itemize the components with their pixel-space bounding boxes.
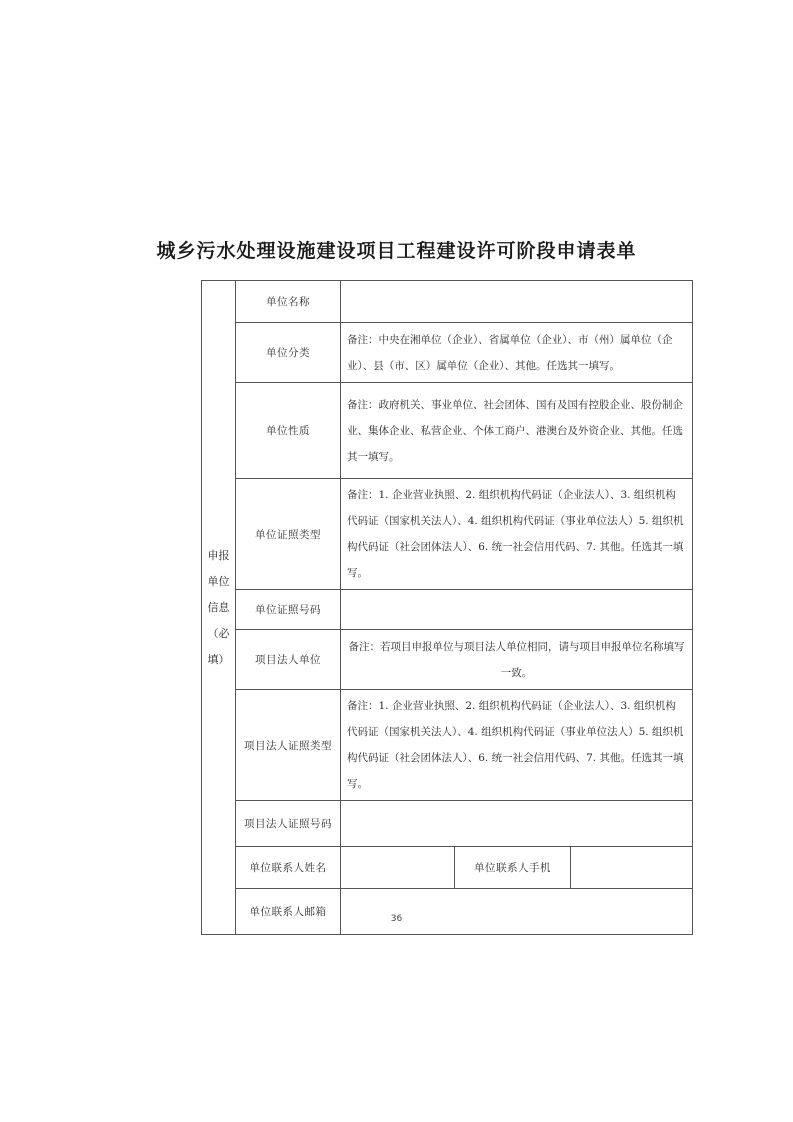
row-unit-cert-no <box>202 590 693 630</box>
application-form-table <box>201 280 693 935</box>
section-label-cell <box>202 281 236 935</box>
project-legal-cert-no-label: 项目法人证照号码 <box>236 801 341 847</box>
unit-cert-no-label: 单位证照号码 <box>236 590 341 630</box>
unit-nature-note[interactable]: 备注：政府机关、事业单位、社会团体、国有及国有控股企业、股份制企业、集体企业、私营企业、个体工商户、港澳台及外资企业、其他。任选其一填写。 <box>341 383 693 479</box>
page-title: 城乡污水处理设施建设项目工程建设许可阶段申请表单 <box>156 240 637 262</box>
section-label: 申报单位信息（必填） <box>207 548 230 666</box>
contact-email-field[interactable] <box>341 889 693 935</box>
project-legal-cert-type-label: 项目法人证照类型 <box>236 690 341 801</box>
row-project-legal-unit <box>202 630 693 690</box>
project-legal-cert-no-field[interactable] <box>341 801 693 847</box>
row-unit-name <box>202 281 693 323</box>
project-legal-cert-type-note[interactable]: 备注：1. 企业营业执照、2. 组织机构代码证（企业法人）、3. 组织机构代码证（国家机关法人）、4. 组织机构代码证（事业单位法人）5. 组织机构代码证（社会团体法人）、6. 统一社会信用代码、7. 其他。任选其一填写。 <box>341 690 693 801</box>
row-contact-email <box>202 889 693 935</box>
contact-email-label: 单位联系人邮箱 <box>236 889 341 935</box>
unit-category-note[interactable]: 备注：中央在湘单位（企业）、省属单位（企业）、市（州）属单位（企业）、县（市、区）属单位（企业）、其他。任选其一填写。 <box>341 323 693 383</box>
contact-name-label: 单位联系人姓名 <box>236 847 341 889</box>
project-legal-unit-label: 项目法人单位 <box>236 630 341 690</box>
project-legal-unit-note[interactable]: 备注：若项目申报单位与项目法人单位相同，请与项目申报单位名称填写一致。 <box>341 630 693 690</box>
unit-cert-type-label: 单位证照类型 <box>236 479 341 590</box>
unit-name-label: 单位名称 <box>236 281 341 323</box>
unit-name-field[interactable] <box>341 281 693 323</box>
unit-category-label: 单位分类 <box>236 323 341 383</box>
contact-name-field[interactable] <box>341 847 455 889</box>
row-unit-cert-type <box>202 479 693 590</box>
row-unit-category <box>202 323 693 383</box>
unit-nature-label: 单位性质 <box>236 383 341 479</box>
contact-phone-field[interactable] <box>571 847 693 889</box>
row-project-legal-cert-type <box>202 690 693 801</box>
contact-phone-label: 单位联系人手机 <box>455 847 571 889</box>
unit-cert-type-note[interactable]: 备注：1. 企业营业执照、2. 组织机构代码证（企业法人）、3. 组织机构代码证（国家机关法人）、4. 组织机构代码证（事业单位法人）5. 组织机构代码证（社会团体法人）、6. 统一社会信用代码、7. 其他。任选其一填写。 <box>341 479 693 590</box>
row-contact <box>202 847 693 889</box>
unit-cert-no-field[interactable] <box>341 590 693 630</box>
row-unit-nature <box>202 383 693 479</box>
page-number: 36 <box>390 914 403 924</box>
row-project-legal-cert-no <box>202 801 693 847</box>
